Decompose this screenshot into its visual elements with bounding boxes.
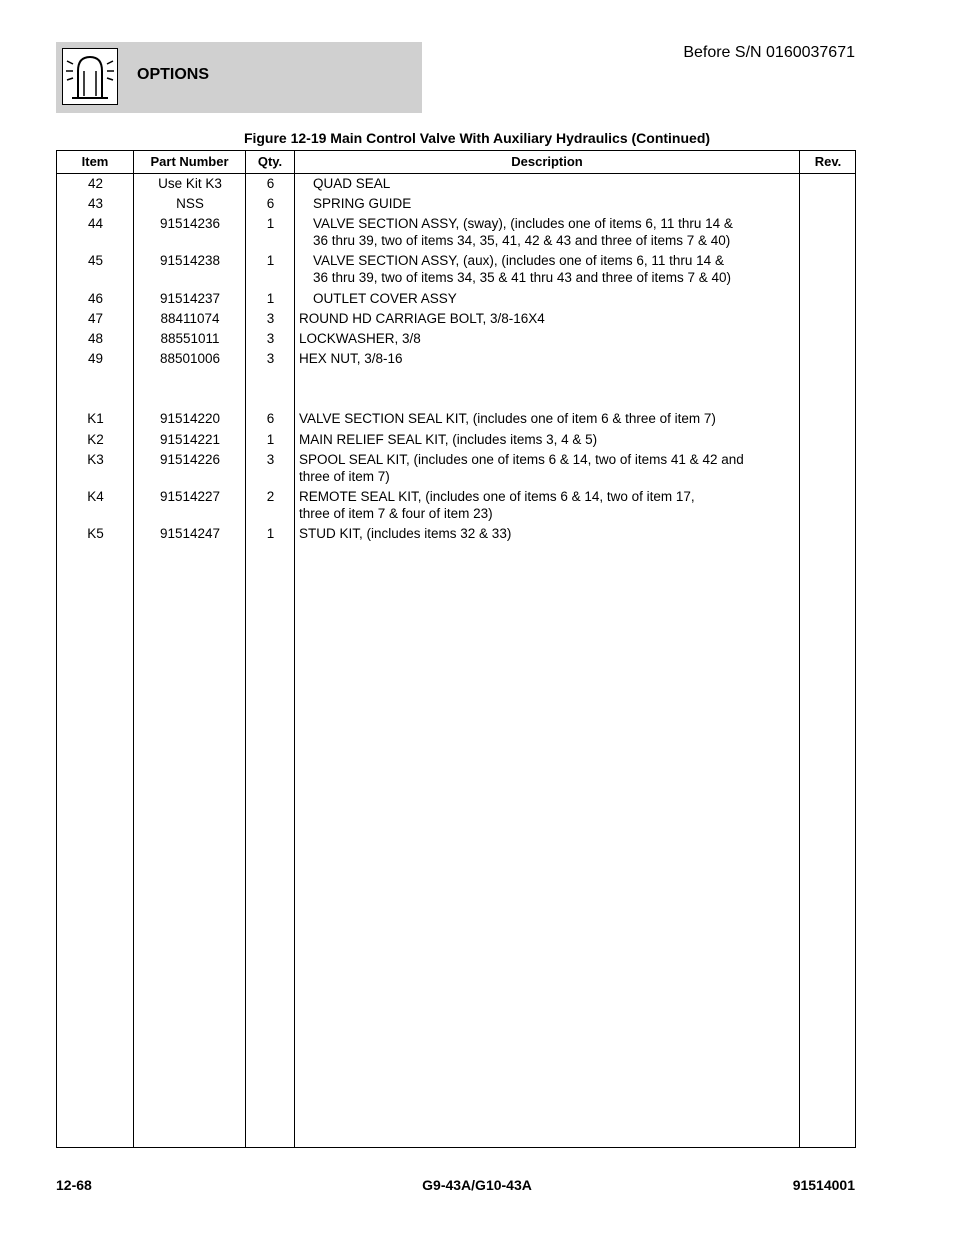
part-number-cell: 91514226 xyxy=(159,452,221,467)
part-number-cell: NSS xyxy=(176,196,204,211)
qty-cell: 1 xyxy=(266,291,275,306)
item-cell: 47 xyxy=(87,311,104,326)
description-cell xyxy=(313,215,813,249)
description-line: REMOTE SEAL KIT, (includes one of items 6 & 14, two of item 17, xyxy=(299,489,695,504)
qty-cell: 6 xyxy=(266,176,275,191)
page-number: 12-68 xyxy=(56,1177,92,1193)
qty-cell: 3 xyxy=(266,351,275,366)
part-number-cell: 91514236 xyxy=(159,216,221,231)
description-cell xyxy=(299,350,799,367)
description-line: VALVE SECTION SEAL KIT, (includes one of item 6 & three of item 7) xyxy=(299,411,716,426)
parts-table xyxy=(56,150,856,1148)
description-line: three of item 7) xyxy=(299,469,390,484)
part-number-cell: 91514227 xyxy=(159,489,221,504)
description-cell xyxy=(313,290,813,307)
item-cell: K4 xyxy=(87,489,104,504)
description-cell xyxy=(299,330,799,347)
description-line: SPOOL SEAL KIT, (includes one of items 6 & 14, two of items 41 & 42 and xyxy=(299,452,744,467)
item-cell: 48 xyxy=(87,331,104,346)
description-cell xyxy=(299,310,799,327)
qty-cell: 6 xyxy=(266,196,275,211)
description-cell xyxy=(299,525,799,542)
qty-cell: 3 xyxy=(266,452,275,467)
item-cell: K2 xyxy=(87,432,104,447)
item-cell: K3 xyxy=(87,452,104,467)
item-cell: 42 xyxy=(87,176,104,191)
qty-cell: 6 xyxy=(266,411,275,426)
item-cell: 44 xyxy=(87,216,104,231)
column-header-part-number: Part Number xyxy=(150,154,229,169)
description-line: 36 thru 39, two of items 34, 35, 41, 42 & 43 and three of items 7 & 40) xyxy=(313,233,731,248)
part-number-cell: Use Kit K3 xyxy=(158,176,222,191)
serial-note: Before S/N 0160037671 xyxy=(683,44,855,61)
description-line: STUD KIT, (includes items 32 & 33) xyxy=(299,526,512,541)
description-line: VALVE SECTION ASSY, (aux), (includes one of items 6, 11 thru 14 & xyxy=(313,253,724,268)
description-cell xyxy=(313,175,813,192)
description-cell xyxy=(313,252,813,286)
qty-cell: 3 xyxy=(266,311,275,326)
column-header-item: Item xyxy=(81,154,109,169)
section-title: OPTIONS xyxy=(137,66,210,83)
item-cell: 45 xyxy=(87,253,104,268)
description-cell xyxy=(299,410,799,427)
qty-cell: 1 xyxy=(266,432,275,447)
description-line: SPRING GUIDE xyxy=(313,196,412,211)
model-number: G9-43A/G10-43A xyxy=(422,1177,532,1193)
description-cell xyxy=(299,451,799,485)
description-cell xyxy=(299,431,799,448)
part-number-cell: 91514237 xyxy=(159,291,221,306)
column-header-rev: Rev. xyxy=(814,154,842,169)
column-header-qty: Qty. xyxy=(257,154,283,169)
description-line: QUAD SEAL xyxy=(313,176,391,191)
section-header xyxy=(56,42,422,113)
part-number-cell: 91514221 xyxy=(159,432,221,447)
item-cell: 43 xyxy=(87,196,104,211)
part-number-cell: 91514220 xyxy=(159,411,221,426)
part-number-cell: 91514238 xyxy=(159,253,221,268)
description-line: LOCKWASHER, 3/8 xyxy=(299,331,421,346)
description-line: HEX NUT, 3/8-16 xyxy=(299,351,403,366)
part-number-cell: 88501006 xyxy=(159,351,221,366)
part-number-cell: 88551011 xyxy=(160,331,220,346)
column-header-description: Description xyxy=(511,154,583,169)
description-line: MAIN RELIEF SEAL KIT, (includes items 3, 4 & 5) xyxy=(299,432,598,447)
qty-cell: 1 xyxy=(266,526,275,541)
description-line: VALVE SECTION ASSY, (sway), (includes one of items 6, 11 thru 14 & xyxy=(313,216,733,231)
description-line: ROUND HD CARRIAGE BOLT, 3/8-16X4 xyxy=(299,311,545,326)
part-number-cell: 88411074 xyxy=(160,311,220,326)
options-lamp-icon xyxy=(62,48,118,105)
part-number-cell: 91514247 xyxy=(159,526,221,541)
item-cell: K1 xyxy=(87,411,104,426)
qty-cell: 2 xyxy=(266,489,275,504)
description-line: three of item 7 & four of item 23) xyxy=(299,506,493,521)
item-cell: K5 xyxy=(87,526,104,541)
qty-cell: 1 xyxy=(266,253,275,268)
qty-cell: 3 xyxy=(266,331,275,346)
qty-cell: 1 xyxy=(266,216,275,231)
description-cell xyxy=(299,488,799,522)
figure-title: Figure 12-19 Main Control Valve With Auxiliary Hydraulics (Continued) xyxy=(243,130,711,146)
document-number: 91514001 xyxy=(792,1177,855,1193)
description-line: 36 thru 39, two of items 34, 35 & 41 thru 43 and three of items 7 & 40) xyxy=(313,270,731,285)
description-cell xyxy=(313,195,813,212)
item-cell: 49 xyxy=(87,351,104,366)
item-cell: 46 xyxy=(87,291,104,306)
description-line: OUTLET COVER ASSY xyxy=(313,291,457,306)
